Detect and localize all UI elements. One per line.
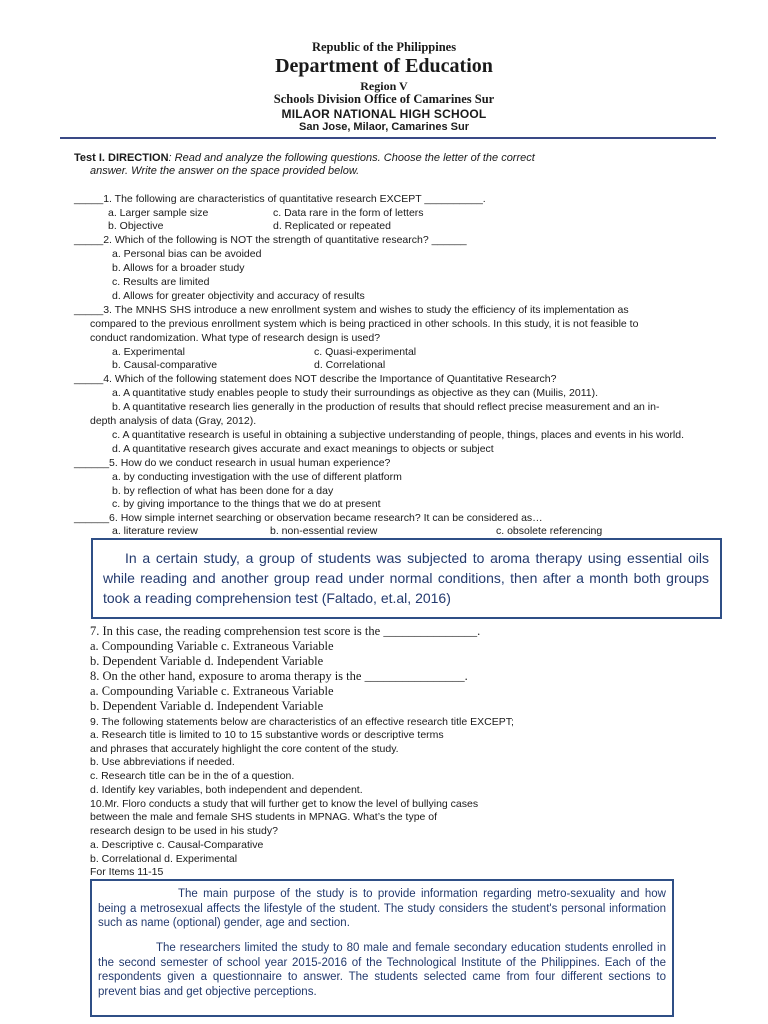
direction-text-2 <box>90 165 359 178</box>
q1-option-c: c. Data rare in the form of letters <box>273 207 424 219</box>
question-10-line-2: between the male and female SHS students in MPNAG. What’s the type of <box>90 811 438 823</box>
question-6: ______6. How simple internet searching or observation became research? It can be considered as… <box>74 512 543 524</box>
question-8: 8. On the other hand, exposure to aroma therapy is the ________________. <box>90 669 468 683</box>
q10-options-bd: b. Correlational d. Experimental <box>90 853 238 865</box>
q9-option-b: b. Use abbreviations if needed. <box>90 756 235 768</box>
scenario-text: In a certain study, a group of students was subjected to aroma therapy using essential oils while reading and another group read under normal conditions, then after a month both groups took a reading comprehension test (Faltado, et.al, 2016) <box>103 550 709 606</box>
school-heading: MILAOR NATIONAL HIGH SCHOOL <box>281 107 487 121</box>
q6-option-c: c. obsolete referencing <box>496 525 603 537</box>
republic-heading: Republic of the Philippines <box>311 40 457 54</box>
aroma-therapy-scenario-box <box>91 538 722 619</box>
q7-options-ac: a. Compounding Variable c. Extraneous Variable <box>90 639 334 653</box>
q8-options-bd: b. Dependent Variable d. Independent Variable <box>90 699 324 713</box>
header-divider <box>60 137 716 139</box>
test-label: Test I. DIRECTION <box>74 152 169 164</box>
q9-option-d: d. Identify key variables, both independent and dependent. <box>90 784 363 796</box>
direction-text-1: : Read and analyze the following questions. Choose the letter of the correct <box>168 152 535 164</box>
q5-option-a: a. by conducting investigation with the use of different platform <box>112 471 402 483</box>
metrosexuality-study-box <box>90 879 674 1017</box>
q6-option-a: a. literature review <box>112 525 198 537</box>
question-3-line-3: conduct randomization. What type of research design is used? <box>90 332 381 344</box>
question-7: 7. In this case, the reading comprehension test score is the _______________. <box>90 624 481 638</box>
q4-option-d: d. A quantitative research gives accurate and exact meanings to objects or subject <box>112 443 494 455</box>
study-paragraph-1: The main purpose of the study is to provide information regarding metro-sexuality and how being a metrosexual affects the lifestyle of the student. The study considers the student's personal information such as name (optional) gender, age and section. <box>98 888 666 929</box>
q3-option-c: c. Quasi-experimental <box>314 346 417 358</box>
question-4: _____4. Which of the following statement does NOT describe the Importance of Quantitative Research? <box>74 373 557 385</box>
q9-option-a-line-2: and phrases that accurately highlight the core content of the study. <box>90 743 399 755</box>
q7-options-bd: b. Dependent Variable d. Independent Variable <box>90 654 324 668</box>
question-10-line-1: 10.Mr. Floro conducts a study that will further get to know the level of bullying cases <box>90 798 479 810</box>
q6-option-b: b. non-essential review <box>270 525 378 537</box>
question-10-line-3: research design to be used in his study? <box>90 825 278 837</box>
q1-option-b: b. Objective <box>108 220 164 232</box>
direction-text-2-content: answer. Write the answer on the space provided below. <box>90 165 360 177</box>
test-direction <box>74 152 535 165</box>
q1-option-d: d. Replicated or repeated <box>273 220 391 232</box>
question-3-line-1: _____3. The MNHS SHS introduce a new enrollment system and wishes to study the efficiency of its implementation as <box>74 304 629 316</box>
q8-options-ac: a. Compounding Variable c. Extraneous Variable <box>90 684 334 698</box>
items-11-15-label: For Items 11-15 <box>90 866 164 878</box>
q2-option-d: d. Allows for greater objectivity and accuracy of results <box>112 290 365 302</box>
q9-option-c: c. Research title can be in the of a question. <box>90 770 295 782</box>
q3-option-a: a. Experimental <box>112 346 185 358</box>
q3-option-b: b. Causal-comparative <box>112 359 218 371</box>
q4-option-b-line-1: b. A quantitative research lies generally in the production of results that should reflect precise measurement and an in- <box>112 401 660 413</box>
q1-option-a: a. Larger sample size <box>108 207 209 219</box>
study-paragraph-2: The researchers limited the study to 80 male and female secondary education students enrolled in the second semester of school year 2015-2016 of the Technological Institute of the Philippines. Each of the respondents given a questionnaire to answer. The students selected came from four different sections to prevent bias and get objective perceptions. <box>98 942 666 998</box>
question-5: ______5. How do we conduct research in usual human experience? <box>74 457 391 469</box>
question-9: 9. The following statements below are characteristics of an effective research title EXCEPT; <box>90 716 514 728</box>
q3-option-d: d. Correlational <box>314 359 386 371</box>
q4-option-a: a. A quantitative study enables people to study their surroundings as objective as they can (Muilis, 2011). <box>112 387 599 399</box>
q10-options-ac: a. Descriptive c. Causal-Comparative <box>90 839 264 851</box>
q5-option-c: c. by giving importance to the things that we do at present <box>112 498 381 510</box>
division-heading: Schools Division Office of Camarines Sur <box>273 92 495 106</box>
q2-option-b: b. Allows for a broader study <box>112 262 245 274</box>
q5-option-b: b. by reflection of what has been done for a day <box>112 485 334 497</box>
q2-option-a: a. Personal bias can be avoided <box>112 248 262 260</box>
q4-option-c: c. A quantitative research is useful in obtaining a subjective understanding of people, things, places and events in his world. <box>112 429 685 441</box>
q4-option-b-line-2: depth analysis of data (Gray, 2012). <box>90 415 257 427</box>
q2-option-c: c. Results are limited <box>112 276 210 288</box>
question-1: _____1. The following are characteristics of quantitative research EXCEPT __________. <box>74 193 486 205</box>
q9-option-a-line-1: a. Research title is limited to 10 to 15 substantive words or descriptive terms <box>90 729 444 741</box>
address-heading: San Jose, Milaor, Camarines Sur <box>299 121 469 133</box>
question-2: _____2. Which of the following is NOT the strength of quantitative research? ______ <box>74 234 467 246</box>
region-heading: Region V <box>360 79 408 93</box>
question-3-line-2: compared to the previous enrollment system which is being practiced in other schools. In this study, it is not feasible to <box>90 318 639 330</box>
department-heading: Department of Education <box>275 55 493 77</box>
